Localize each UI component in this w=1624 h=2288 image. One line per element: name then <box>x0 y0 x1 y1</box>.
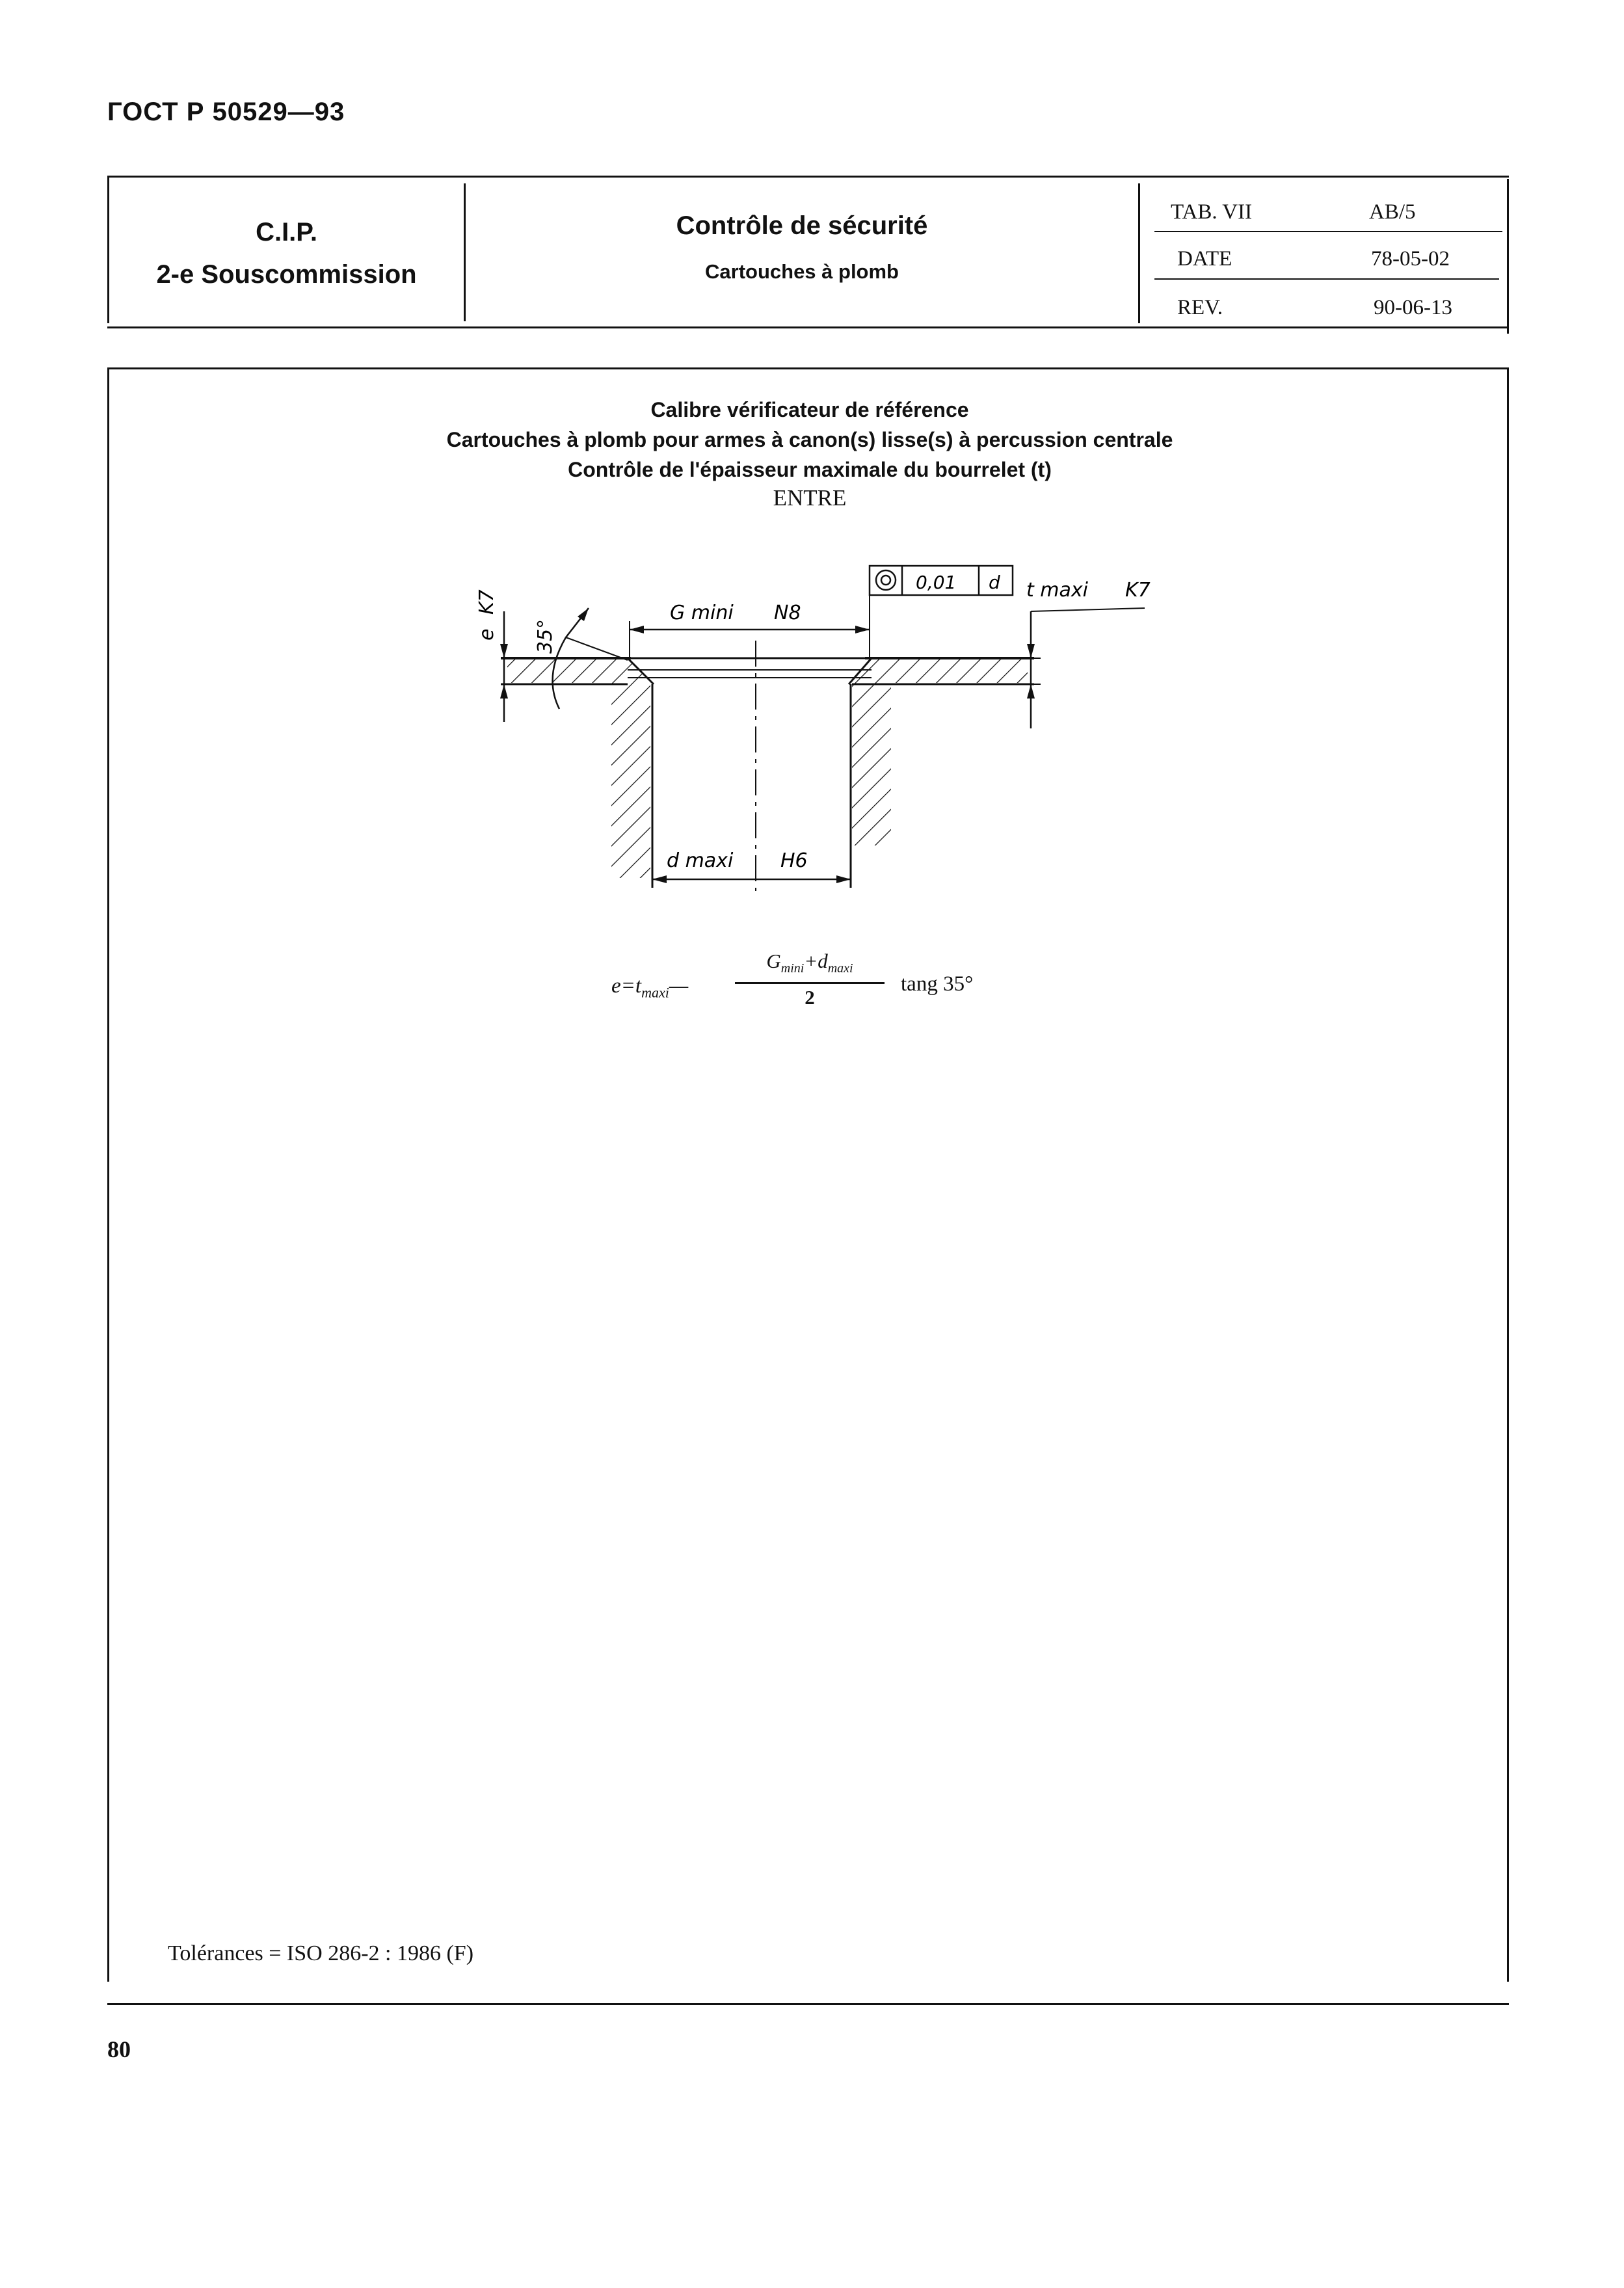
drawing-title <box>325 395 1294 485</box>
formula-minus: — <box>669 974 689 998</box>
t-k7-label: K7 <box>1125 579 1151 602</box>
gauge-drawing <box>455 546 1184 911</box>
tolerances-note: Tolérances = ISO 286-2 : 1986 (F) <box>168 1941 474 1965</box>
concentricity-symbol <box>876 570 896 590</box>
date-label: DATE <box>1177 247 1232 271</box>
gauge-type: ENTRE <box>773 485 847 511</box>
date-value: 78-05-02 <box>1371 247 1450 271</box>
frame-top-rule <box>107 367 1509 369</box>
formula-lhs-sub: maxi <box>641 984 669 1001</box>
title-line: Cartouches à plomb pour armes à canon(s) lisse(s) à percussion centrale <box>446 428 1173 451</box>
header-divider-1 <box>464 183 466 321</box>
frame-bottom-rule <box>107 2003 1509 2005</box>
header-right-rule <box>1507 179 1509 334</box>
frame-right-rule <box>1507 369 1509 1982</box>
rev-value: 90-06-13 <box>1374 296 1452 319</box>
e-label: e <box>475 628 498 641</box>
tab-value: AB/5 <box>1369 200 1416 224</box>
formula-denominator: 2 <box>805 986 815 1009</box>
header-bottom-rule <box>107 326 1509 328</box>
formula <box>611 950 1067 1021</box>
t-maxi-label: t maxi <box>1026 579 1088 602</box>
h6-label: H6 <box>780 849 808 872</box>
d-maxi-label: d maxi <box>667 849 734 872</box>
angle-label: 35° <box>534 619 557 654</box>
formula-lhs: e=t <box>611 974 642 998</box>
header-top-rule <box>107 176 1509 178</box>
title-line: Contrôle de l'épaisseur maximale du bourrelet (t) <box>568 458 1052 481</box>
section-subtitle: Cartouches à plomb <box>705 260 899 283</box>
tolerance-value: 0,01 <box>916 572 957 593</box>
hatch-right <box>852 658 1028 845</box>
formula-tail: tang 35° <box>901 972 974 996</box>
hatch-left <box>507 658 650 878</box>
fraction-bar <box>735 982 885 984</box>
document-code: ГОСТ Р 50529—93 <box>107 98 345 126</box>
rev-label: REV. <box>1177 296 1223 319</box>
g-mini-label: G mini <box>670 602 734 624</box>
title-line: Calibre vérificateur de référence <box>650 398 969 421</box>
table-rule <box>1154 278 1499 280</box>
tab-label: TAB. VII <box>1171 200 1253 224</box>
header-divider-2 <box>1138 183 1140 323</box>
datum-label: d <box>989 572 1000 593</box>
page-number: 80 <box>107 2036 131 2062</box>
section-title: Contrôle de sécurité <box>676 211 928 240</box>
header-organization <box>109 211 464 296</box>
org-name: C.I.P. <box>256 218 317 246</box>
e-k7-label: K7 <box>475 589 498 615</box>
table-rule <box>1154 231 1502 232</box>
subcommission-name: 2-e Souscommission <box>156 260 417 289</box>
frame-left-rule <box>107 369 109 1982</box>
formula-numerator: $G_{mini}+d_{maxi}$ <box>766 950 853 976</box>
n8-label: N8 <box>774 602 801 624</box>
